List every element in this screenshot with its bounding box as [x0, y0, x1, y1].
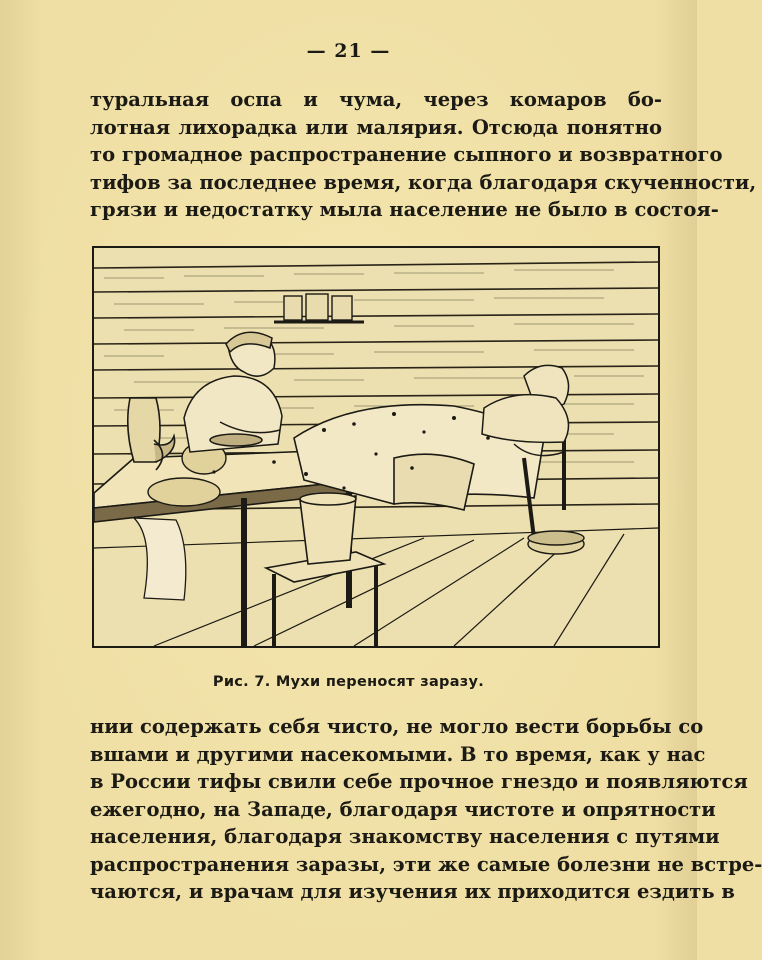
paragraph-bottom [90, 713, 762, 906]
illustration-flies-spread-infection [92, 246, 660, 648]
text-line: распространения заразы, эти же самые болезни не встре- [90, 852, 762, 876]
paragraph-top [90, 86, 757, 224]
text-line: вшами и другими насекомыми. В то время, как у нас [90, 742, 706, 766]
text-line: населения, благодаря знакомству населения с путями [90, 825, 720, 848]
text-line: лотная лихорадка или малярия. Отсюда понятно [90, 115, 662, 139]
text-line: грязи и недостатку мыла население не было в состоя- [90, 198, 719, 221]
figure-caption: Рис. 7. Мухи переносят заразу. [212, 674, 485, 690]
illustration-drawing [94, 248, 658, 646]
text-line: нии содержать себя чисто, не могло вести борьбы со [90, 715, 704, 738]
text-line: туральная оспа и чума, через комаров бо- [90, 88, 662, 111]
text-line: чаются, и врачам для изучения их приходится ездить в [90, 880, 735, 903]
text-line: тифов за последнее время, когда благодаря скученности, [90, 170, 757, 194]
text-line: ежегодно, на Западе, благодаря чистоте и опрятности [90, 797, 716, 821]
text-line: то громадное распространение сыпного и возвратного [90, 143, 723, 166]
page-number: — 21 — [306, 40, 391, 62]
text-line: в России тифы свили себе прочное гнездо и появляются [90, 770, 748, 793]
